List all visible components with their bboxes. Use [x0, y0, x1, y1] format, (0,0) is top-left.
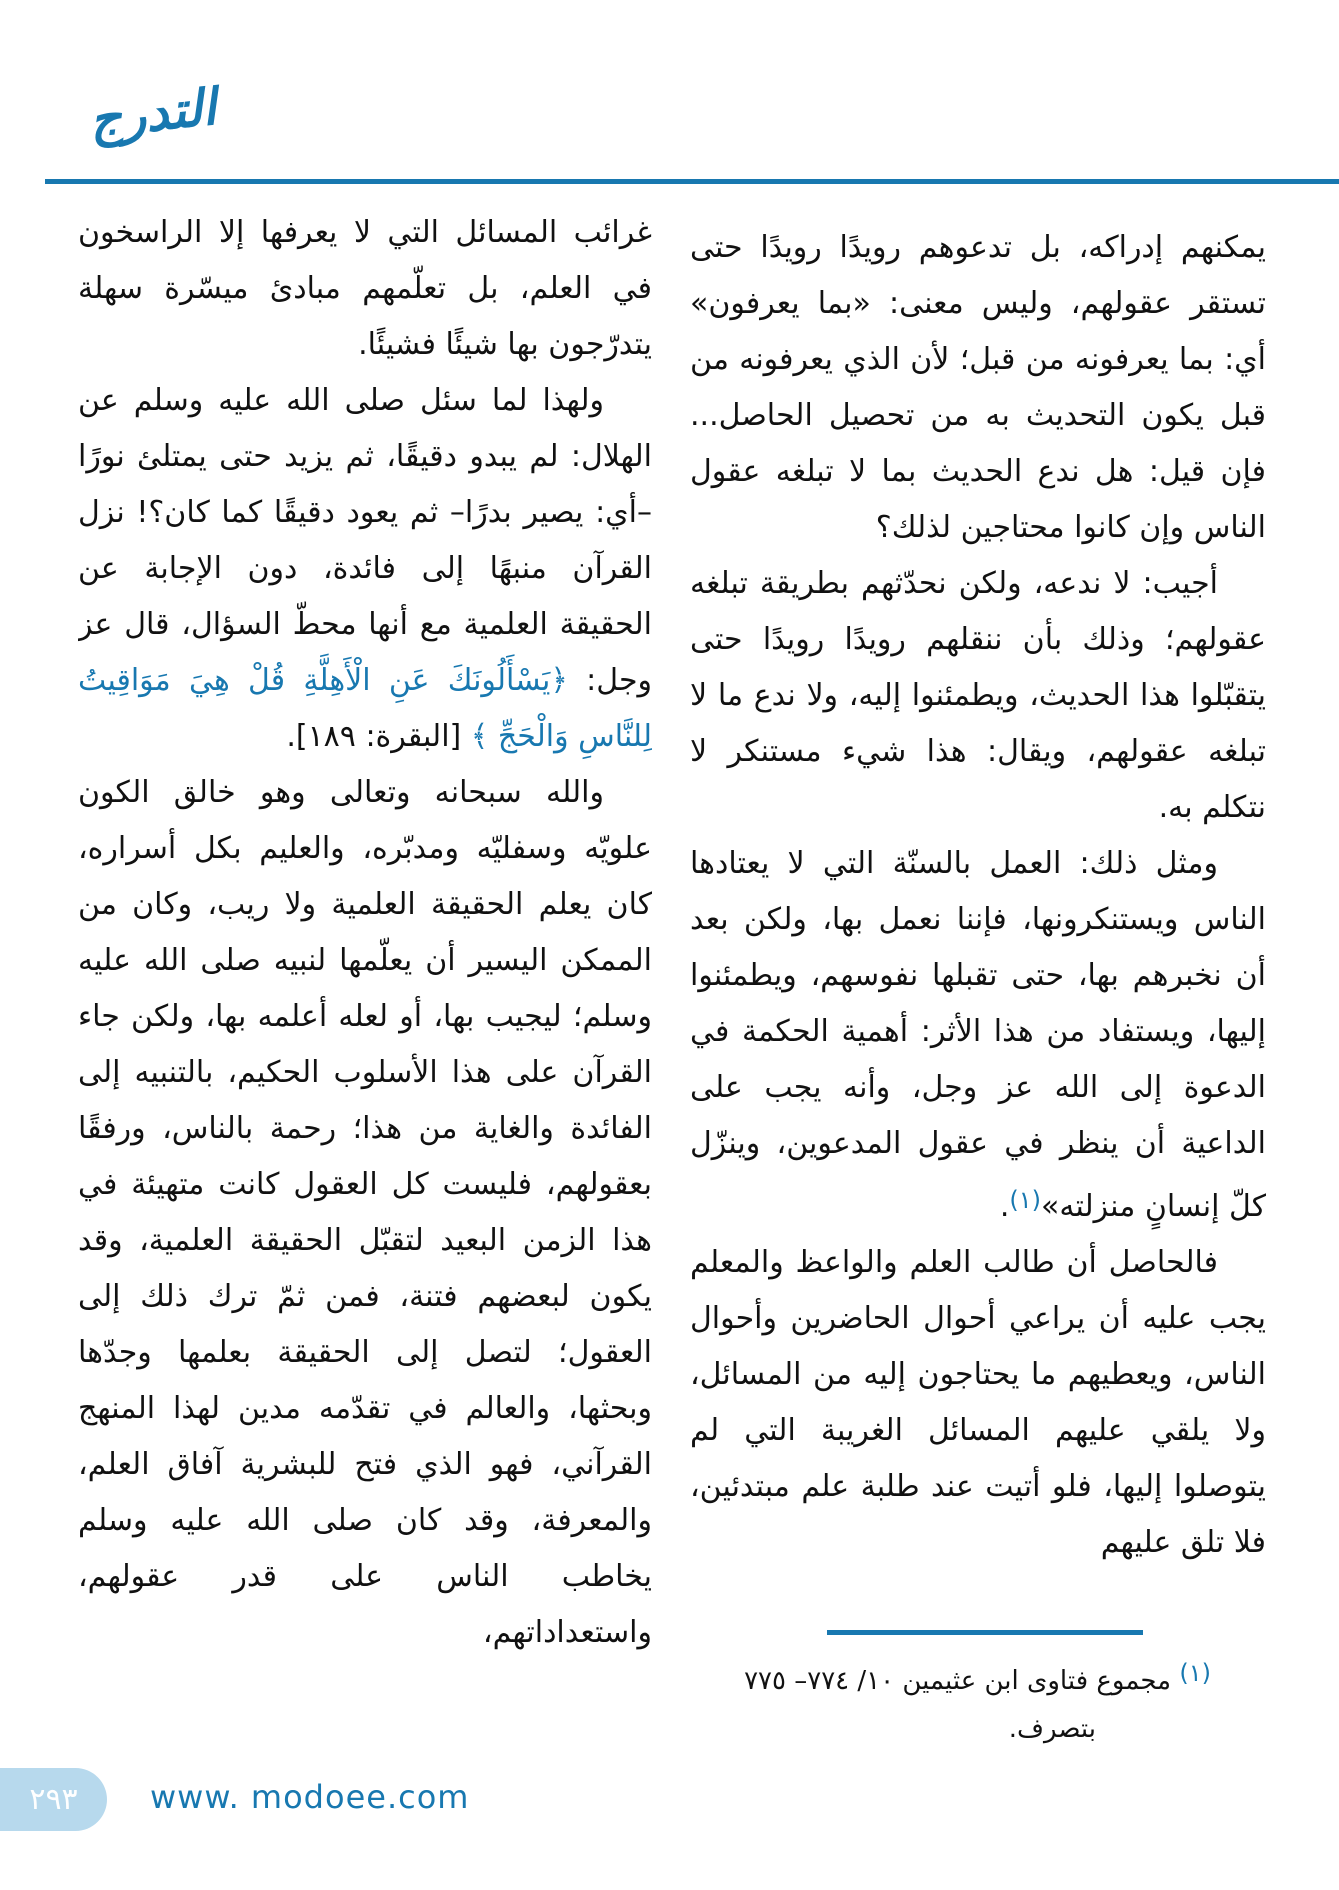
text-segment: أجيب: لا ندعه، ولكن نحدّثهم بطريقة تبلغه عقولهم؛ وذلك بأن ننقلهم رويدًا رويدًا حتى يتقبّلوا هذا الحديث، ويطمئنوا إليه، ولا ندع ما لا تبلغه عقولهم، ويقال: هذا شيء مستنكر لا نتكلم به. [690, 566, 1266, 825]
paragraph [78, 373, 652, 765]
footnote-separator [827, 1630, 1143, 1635]
page-number-badge [0, 1768, 107, 1831]
text-segment: والله سبحانه وتعالى وهو خالق الكون علويّه وسفليّه ومدبّره، والعليم بكل أسراره، كان يعلم الحقيقة العلمية ولا ريب، وكان من الممكن اليسير أن يعلّمها لنبيه صلى الله عليه وسلم؛ ليجيب بها، أو لعله أعلمه بها، ولكن جاء القرآن على هذا الأسلوب الحكيم، بالتنبيه إلى الفائدة والغاية من هذا؛ رحمة بالناس، ورفقًا بعقولهم، فليست كل العقول كانت متهيئة في هذا الزمن البعيد لتقبّل الحقيقة العلمية، وقد يكون لبعضهم فتنة، فمن ثمّ ترك ذلك إلى العقول؛ لتصل إلى الحقيقة بعلمها وجدّها وبحثها، والعالم في تقدّمه مدين لهذا المنهج القرآني، فهو الذي فتح للبشرية آفاق العلم، والمعرفة، وقد كان صلى الله عليه وسلم يخاطب الناس على قدر عقولهم، واستعداداتهم، [78, 775, 652, 1650]
footnote-source: مجموع فتاوى ابن عثيمين ١٠/ ٧٧٤– ٧٧٥ [744, 1666, 1172, 1696]
right-column [690, 220, 1266, 1635]
quran-verse: ﴿يَسْأَلُونَكَ عَنِ الْأَهِلَّةِ قُلْ هِيَ مَوَاقِيتُ لِلنَّاسِ وَالْحَجِّ ﴾ [78, 663, 652, 754]
paragraph [690, 1235, 1266, 1571]
text-segment: . [999, 1189, 1010, 1224]
text-segment: غرائب المسائل التي لا يعرفها إلا الراسخون في العلم، بل تعلّمهم مبادئ ميسّرة سهلة يتدرّجون بها شيئًا فشيئًا. [78, 215, 652, 362]
paragraph [78, 765, 652, 1661]
footnote-source-continuation: بتصرف. [1008, 1714, 1096, 1744]
text-segment: ومثل ذلك: العمل بالسنّة التي لا يعتادها الناس ويستنكرونها، فإننا نعمل بها، ولكن بعد أن نخبرهم بها، حتى تقبلها نفوسهم، ويطمئنوا إليها، ويستفاد من هذا الأثر: أهمية الحكمة في الدعوة إلى الله عز وجل، وأنه يجب على الداعية أن ينظر في عقول المدعوين، وينزّل كلّ إنسانٍ منزلته» [690, 846, 1266, 1224]
text-segment: يمكنهم إدراكه، بل تدعوهم رويدًا رويدًا حتى تستقر عقولهم، وليس معنى: «بما يعرفون» أي: بما يعرفونه من قبل؛ لأن الذي يعرفونه من قبل يكون التحديث به من تحصيل الحاصل... فإن قيل: هل ندع الحديث بما لا تبلغه عقول الناس وإن كانوا محتاجين لذلك؟ [690, 230, 1266, 545]
page-header-title: التدرج [86, 77, 219, 149]
footnote-ref-marker: (١) [1009, 1186, 1041, 1214]
website-link[interactable]: www. modoee.com [150, 1778, 470, 1816]
footnote [690, 1630, 1266, 1753]
footnote-marker: (١) [1179, 1659, 1211, 1687]
text-segment: [البقرة: ١٨٩]. [286, 719, 471, 754]
text-segment: فالحاصل أن طالب العلم والواعظ والمعلم يجب عليه أن يراعي أحوال الحاضرين وأحوال الناس، ويعطيهم ما يحتاجون إليه من المسائل، ولا يلقي عليهم المسائل الغريبة التي لم يتوصلوا إليها، فلو أتيت عند طلبة علم مبتدئين، فلا تلق عليهم [690, 1245, 1266, 1560]
header-rule [45, 179, 1339, 184]
text-segment: ولهذا لما سئل صلى الله عليه وسلم عن الهلال: لم يبدو دقيقًا، ثم يزيد حتى يمتلئ نورًا –أي: يصير بدرًا– ثم يعود دقيقًا كما كان؟! نزل القرآن منبهًا إلى فائدة، دون الإجابة عن الحقيقة العلمية مع أنها محطّ السؤال، قال عز وجل: [78, 383, 652, 698]
paragraph [690, 836, 1266, 1235]
paragraph [78, 205, 652, 373]
page-number: ٢٩٣ [29, 1782, 78, 1817]
left-column [78, 205, 652, 1740]
footnote-text [690, 1649, 1266, 1753]
paragraph [690, 220, 1266, 556]
paragraph [690, 556, 1266, 836]
